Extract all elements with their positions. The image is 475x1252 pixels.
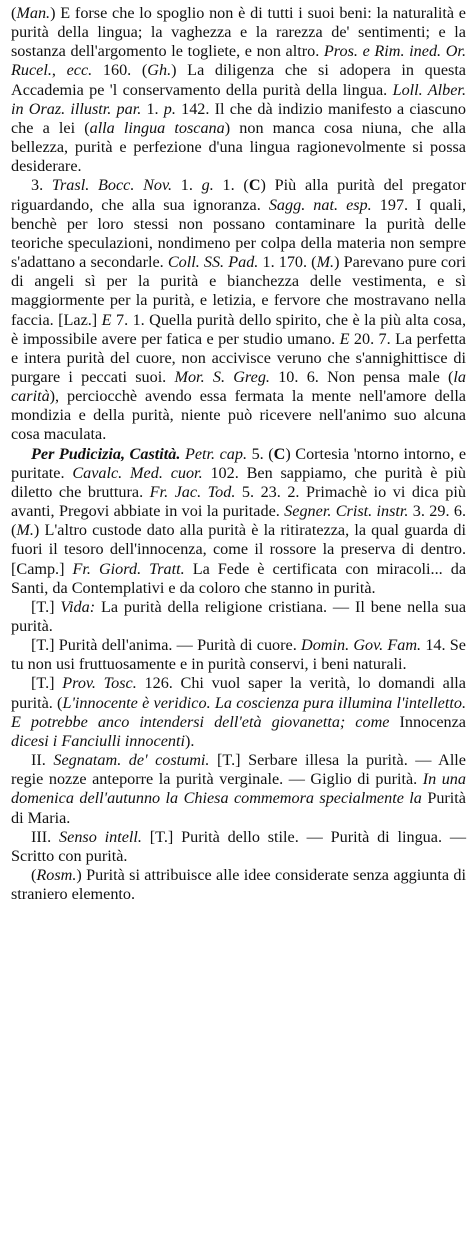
body-text: 7. 1. Quella purità dello spirito, che è la più alta cosa, è impossibile avere per fatica e per studio umano. (11, 310, 466, 348)
body-text: II. (31, 751, 54, 770)
body-text: Purità di Maria. (11, 789, 466, 827)
body-text: Innocenza (389, 712, 466, 731)
citation-text: alla lingua toscana (89, 118, 225, 137)
body-text: ( (11, 4, 17, 22)
body-text: 197. I quali, benchè per loro stessi non possano contaminare la purità delle teoriche speculazioni, nondimeno per colpa della materia non sempre s'adattano a secondarle. (11, 195, 466, 272)
body-text: 5. 23. 2. Primachè io vi dica più avanti, Pregovi abbiate in voi la puritade. (11, 482, 466, 521)
citation-text: dicesi i Fanciulli innocenti (11, 731, 185, 750)
entry-paragraph (11, 445, 466, 598)
citation-text: ecc. (66, 61, 93, 80)
citation-text: p. (163, 99, 176, 118)
body-text: III. (31, 827, 60, 846)
body-text: 10. 6. Non pensa male ( (269, 367, 454, 386)
citation-text: Pros. e Rim. ined. Or. Rucel. (11, 42, 466, 80)
citation-text: E (101, 310, 112, 329)
citation-text: Fr. Giord. Tratt. (72, 559, 185, 578)
body-text: 142. Il che dà indizio manifesto a ciascuno che a lei ( (11, 99, 466, 137)
citation-text: Segnatam. de' costumi. (53, 751, 210, 770)
body-text: 1. (141, 99, 164, 118)
body-text: [T.] Serbare illesa la purità. — Alle regie nozze anteporre la purità verginale. — Giglio di purità. (11, 751, 466, 789)
entry-paragraph (11, 828, 466, 866)
body-text: ) non manca cosa niuna, che alla bellezza, purità e perfezione d'una lingua ragionevolmente si possa desiderare. (11, 118, 466, 176)
entry-paragraph (11, 636, 466, 674)
citation-text: Coll. SS. Pad. (167, 253, 259, 272)
citation-text: M. (316, 253, 335, 272)
body-text: [T.] Purità dello stile. — Purità di lingua. — Scritto con purità. (11, 827, 467, 865)
citation-text: Per Pudicizia, Castità. (31, 444, 181, 463)
body-text: C (273, 444, 286, 463)
body-text: 3. 29. 6. ( (11, 502, 467, 540)
entry-paragraph (11, 751, 466, 828)
body-text: [T.] (31, 597, 61, 616)
citation-text: Gh. (147, 61, 172, 80)
body-text: [T.] Purità dell'anima. — Purità di cuore. (31, 636, 301, 655)
citation-text: Rosm. (36, 866, 77, 885)
entry-paragraph (11, 598, 466, 636)
body-text: 1. ( (213, 176, 249, 195)
citation-text: Domin. Gov. Fam. (301, 636, 422, 655)
body-text: ) Più alla purità del pregator riguardando, che alla sua ignoranza. (11, 176, 467, 214)
citation-text: L'innocente è veridico. La coscienza pura illumina l'intelletto. E potrebbe anco intendersi dell'età giovanetta; come (11, 693, 466, 731)
body-text: 14. Se tu non usi fruttuosamente e in purità conservi, i beni naturali. (11, 636, 466, 674)
citation-text: Vida: (60, 597, 96, 616)
citation-text: Senso intell. (59, 827, 142, 846)
body-text: [T.] (31, 674, 63, 693)
body-text: 5. ( (247, 444, 274, 463)
citation-text: g. (201, 176, 214, 195)
body-text: 160. ( (92, 61, 148, 80)
citation-text: Man. (16, 4, 51, 22)
entry-paragraph (11, 176, 466, 444)
citation-text: Loll. Alber. in Oraz. illustr. par. (11, 80, 466, 118)
body-text: La Fede è certificata con miracoli... da Santi, da Contemplativi e da coloro che stanno in purità. (11, 559, 466, 597)
citation-text: M. (16, 521, 34, 540)
citation-text: Fr. Jac. Tod. (149, 482, 236, 501)
citation-text: Segner. Crist. instr. (284, 502, 409, 521)
citation-text: In una domenica dell'autunno la Chiesa commemora specialmente la (11, 770, 466, 808)
body-text: La purità della religione cristiana. — Il bene nella sua purità. (11, 597, 467, 635)
citation-text: Sagg. nat. esp. (268, 195, 372, 214)
body-text: 3. (31, 176, 52, 195)
citation-text: Mor. S. Greg. (174, 367, 270, 386)
body-text: C (248, 176, 261, 195)
body-text: ) L'altro custode dato alla purità è la ritiratezza, la qual guarda di fuori il tesoro dell'innocenza, come il rossore la preserva di dentro. [Camp.] (11, 521, 466, 578)
citation-text: la carità (11, 367, 466, 406)
body-text: ) E forse che lo spoglio non è di tutti i suoi beni: la naturalità e purità della lingua; la vaghezza e la rarezza de' sentimenti; e la sostanza dell'argomento le togliete, e non altro. (11, 4, 466, 61)
entry-paragraph (11, 866, 466, 904)
body-text: ). (184, 731, 195, 750)
citation-text: E (339, 329, 350, 348)
body-text: 102. Ben sappiamo, che purità è più diletto che bruttura. (11, 463, 466, 501)
citation-text: Prov. Tosc. (62, 674, 137, 693)
body-text: 126. Chi vuol saper la verità, lo domandi alla purità. ( (11, 674, 466, 712)
body-text: ) La diligenza che si adopera in questa Accademia pe 'l conservamento della purità della lingua. (11, 61, 466, 99)
body-text: ), perciocchè avendo essa fermata la mente nell'amore della mondizia e della purità, niente può ricevere nell'animo suo alcuna cosa maculata. (11, 387, 466, 444)
body-text: , (51, 61, 67, 80)
body-text: ) Purità si attribuisce alle idee considerate senza aggiunta di straniero elemento. (11, 866, 466, 904)
body-text: 1. 170. ( (258, 253, 317, 272)
entry-paragraph (11, 4, 466, 176)
body-text: ( (31, 866, 37, 885)
citation-text: Petr. cap. (184, 444, 248, 463)
citation-text: Trasl. Bocc. Nov. (51, 176, 173, 195)
body-text: 20. 7. La perfetta e intera purità del cuore, non accivisce veruno che s'annighittisce di purgare i peccati suoi. (11, 329, 466, 386)
body-text: ) Cortesia 'ntorno intorno, e puritate. (11, 444, 467, 482)
body-text: ) Parevano pure cori di angeli sì per la purità e bianchezza delle vestimenta, e sì maggiormente per la purità, e letizia, e fervore che mostravano nella faccia. [Laz.] (11, 253, 466, 329)
body-text: 1. (172, 176, 202, 195)
entry-paragraph (11, 674, 466, 751)
citation-text: Cavalc. Med. cuor. (72, 463, 203, 482)
